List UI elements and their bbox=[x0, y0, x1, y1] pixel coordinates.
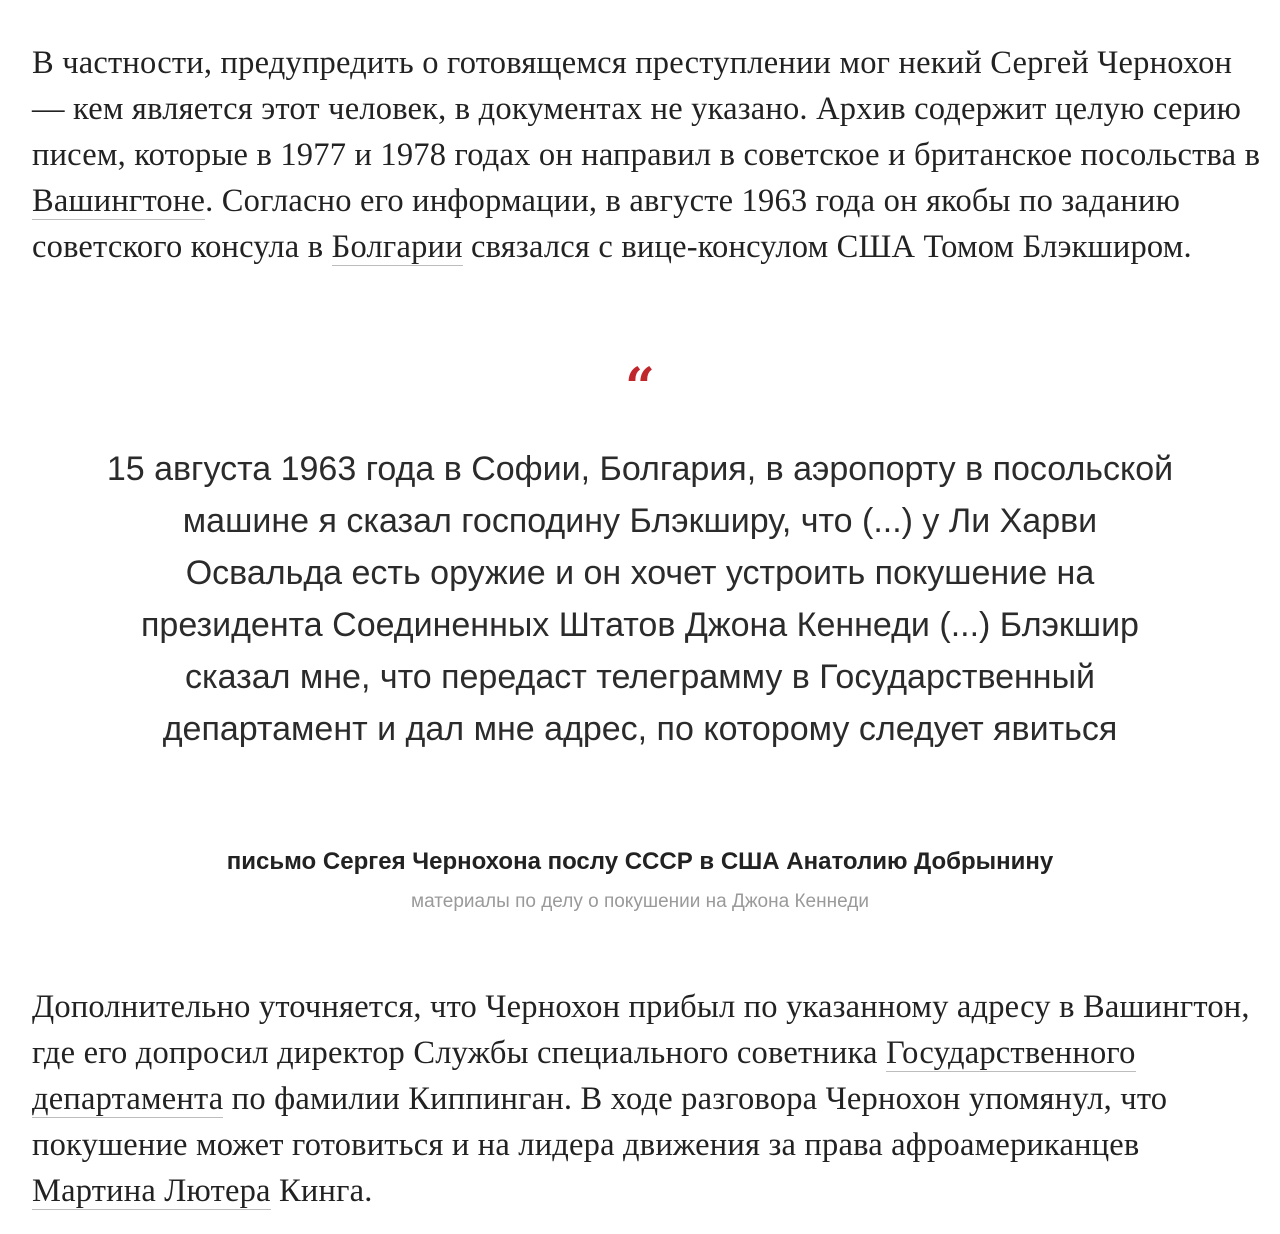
paragraph-2-text-3: Кинга. bbox=[270, 1173, 373, 1209]
article-paragraph-2 bbox=[32, 984, 1262, 1214]
link-bulgaria[interactable]: Болгарии bbox=[331, 229, 463, 265]
quote-source: материалы по делу о покушении на Джона Кеннеди bbox=[411, 891, 869, 912]
article-paragraph-1 bbox=[32, 40, 1262, 270]
quote-author: письмо Сергея Чернохона послу СССР в США Анатолию Добрынину bbox=[226, 848, 1054, 875]
paragraph-2-text-1: Дополнительно уточняется, что Чернохон прибыл по указанному адресу в Вашингтон, где его допросил директор Службы специального советника bbox=[32, 989, 1250, 1071]
paragraph-1-text-2: . Согласно его информации, в августе 1963 года он якобы по заданию советского консула в bbox=[32, 183, 1181, 265]
link-washington[interactable]: Вашингтоне bbox=[32, 183, 206, 219]
quote-text: 15 августа 1963 года в Софии, Болгария, в аэропорту в посольской машине я сказал господину Блэкширу, что (...) у Ли Харви Освальда есть оружие и он хочет устроить покушение на президента Соединенных Штатов Джона Кеннеди (...) Блэкшир сказал мне, что передаст телеграмму в Государственный департамент и дал мне адрес, по которому следует явиться bbox=[106, 450, 1174, 748]
paragraph-1-text-1: В частности, предупредить о готовящемся преступлении мог некий Сергей Чернохон — кем является этот человек, в документах не указано. Архив содержит целую серию писем, которые в 1977 и 1978 годах он направил в советское и британское посольства в bbox=[32, 45, 1261, 173]
link-state-department[interactable]: Государственного департамента bbox=[32, 1035, 1136, 1117]
paragraph-1-text-3: связался с вице-консулом США Томом Блэкширом. bbox=[462, 229, 1192, 265]
paragraph-2-text-2: по фамилии Киппинган. В ходе разговора Чернохон упомянул, что покушение может готовиться и на лидера движения за права афроамериканцев bbox=[32, 1081, 1168, 1163]
quote-mark-icon: “ bbox=[625, 357, 655, 418]
link-martin-luther[interactable]: Мартина Лютера bbox=[32, 1173, 271, 1209]
